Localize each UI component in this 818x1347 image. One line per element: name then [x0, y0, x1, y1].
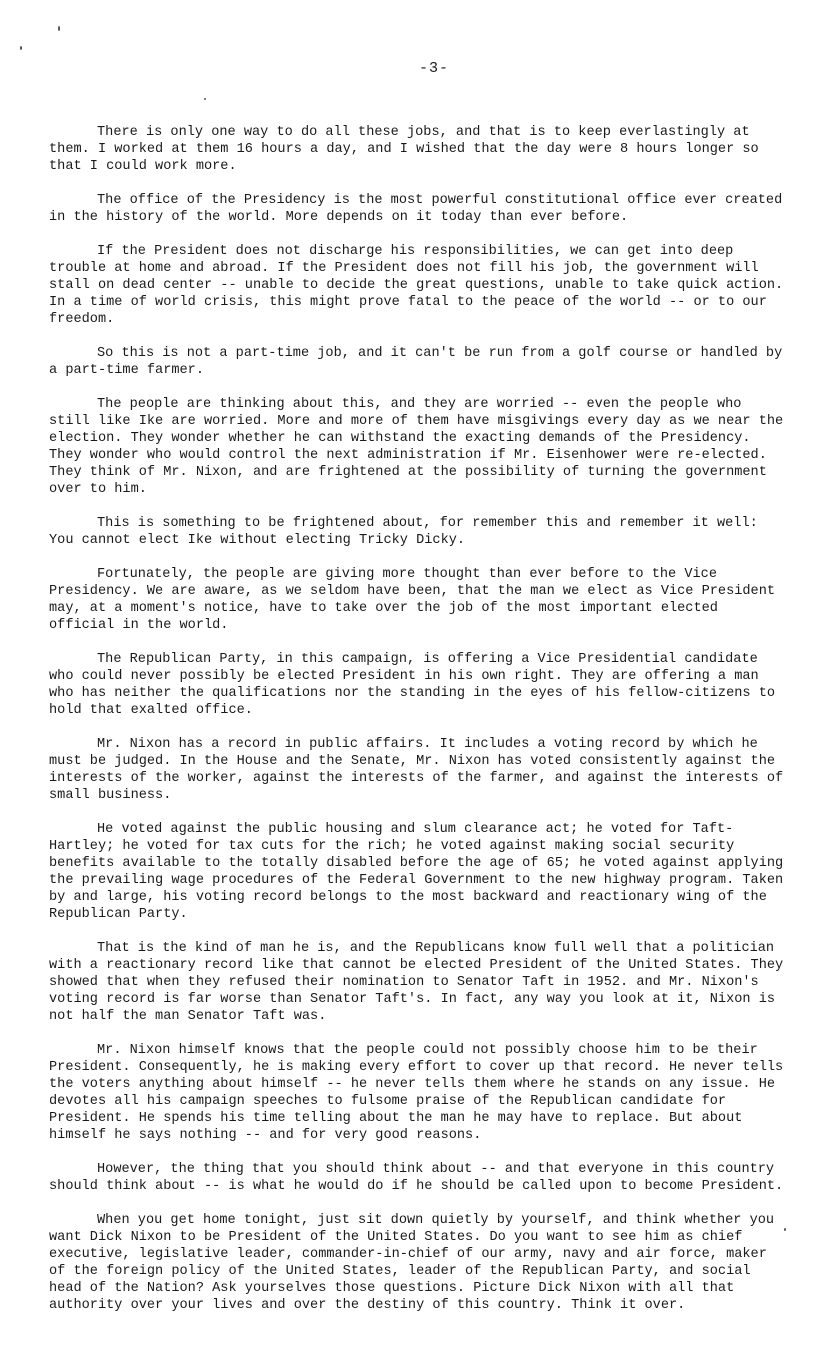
paragraph: He voted against the public housing and slum clearance act; he voted for Taft-Hartley; he voted for tax cuts for the rich; he voted against making social security benefits available to the totally disabled before the age of 65; he voted against applying the prevailing wage procedures of the Federal Government to the new highway program. Taken by and large, his voting record belongs to the most backward and reactionary wing of the Republican Party.: [49, 822, 784, 922]
paragraph: However, the thing that you should think about -- and that everyone in this country should think about -- is what he would do if he should be called upon to become President.: [49, 1162, 784, 1194]
paragraph: The Republican Party, in this campaign, is offering a Vice Presidential candidate who could never possibly be elected President in his own right. They are offering a man who has neither the qualifications nor the standing in the eyes of his fellow-citizens to hold that exalted office.: [49, 652, 776, 718]
paragraph: If the President does not discharge his responsibilities, we can get into deep trouble at home and abroad. If the President does not fill his job, the government will stall on dead center -- unable to decide the great questions, unable to take quick action. In a time of world crisis, this might prove fatal to the peace of the world -- or to our freedom.: [49, 244, 784, 327]
body-text: [49, 124, 784, 1331]
paragraph: The people are thinking about this, and they are worried -- even the people who still like Ike are worried. More and more of them have misgivings every day as we near the election. They wonder whether he can withstand the exacting demands of the Presidency. They wonder who would control the next administration if Mr. Eisenhower were re-elected. They think of Mr. Nixon, and are frightened at the possibility of turning the government over to him.: [49, 397, 784, 497]
paragraph: Fortunately, the people are giving more thought than ever before to the Vice Presidency. We are aware, as we seldom have been, that the man we elect as Vice President may, at a moment's notice, have to take over the job of the most important elected official in the world.: [49, 567, 776, 633]
paragraph: So this is not a part-time job, and it can't be run from a golf course or handled by a part-time farmer.: [49, 346, 783, 378]
scan-speck: [204, 98, 206, 100]
scan-speck: [784, 1228, 786, 1231]
paragraph: That is the kind of man he is, and the Republicans know full well that a politician with a reactionary record like that cannot be elected President of the United States. They showed that when they refused their nomination to Senator Taft in 1952. and Mr. Nixon's voting record is far worse than Senator Taft's. In fact, any way you look at it, Nixon is not half the man Senator Taft was.: [49, 941, 784, 1024]
paragraph: Mr. Nixon has a record in public affairs. It includes a voting record by which he must be judged. In the House and the Senate, Mr. Nixon has voted consistently against the interests of the worker, against the interests of the farmer, and against the interests of small business.: [49, 737, 784, 803]
page-number: -3-: [418, 60, 449, 77]
paragraph: Mr. Nixon himself knows that the people could not possibly choose him to be their President. Consequently, he is making every effort to cover up that record. He never tells the voters anything about himself -- he never tells them where he stands on any issue. He devotes all his campaign speeches to fulsome praise of the Republican candidate for President. He spends his time telling about the man he may have to replace. But about himself he says nothing -- and for very good reasons.: [49, 1043, 784, 1143]
scan-speck: [20, 46, 22, 50]
scan-speck: [58, 26, 60, 31]
paragraph: This is something to be frightened about, for remember this and remember it well: You cannot elect Ike without electing Tricky Dicky.: [49, 516, 758, 548]
paragraph: When you get home tonight, just sit down quietly by yourself, and think whether you want Dick Nixon to be President of the United States. Do you want to see him as chief executive, legislative leader, commander-in-chief of our army, navy and air force, maker of the foreign policy of the United States, leader of the Republican Party, and social head of the Nation? Ask yourselves those questions. Picture Dick Nixon with all that authority over your lives and over the destiny of this country. Think it over.: [49, 1213, 775, 1313]
paragraph: There is only one way to do all these jobs, and that is to keep everlastingly at them. I worked at them 16 hours a day, and I wished that the day were 8 hours longer so that I could work more.: [49, 125, 759, 174]
paragraph: The office of the Presidency is the most powerful constitutional office ever created in the history of the world. More depends on it today than ever before.: [49, 193, 783, 225]
